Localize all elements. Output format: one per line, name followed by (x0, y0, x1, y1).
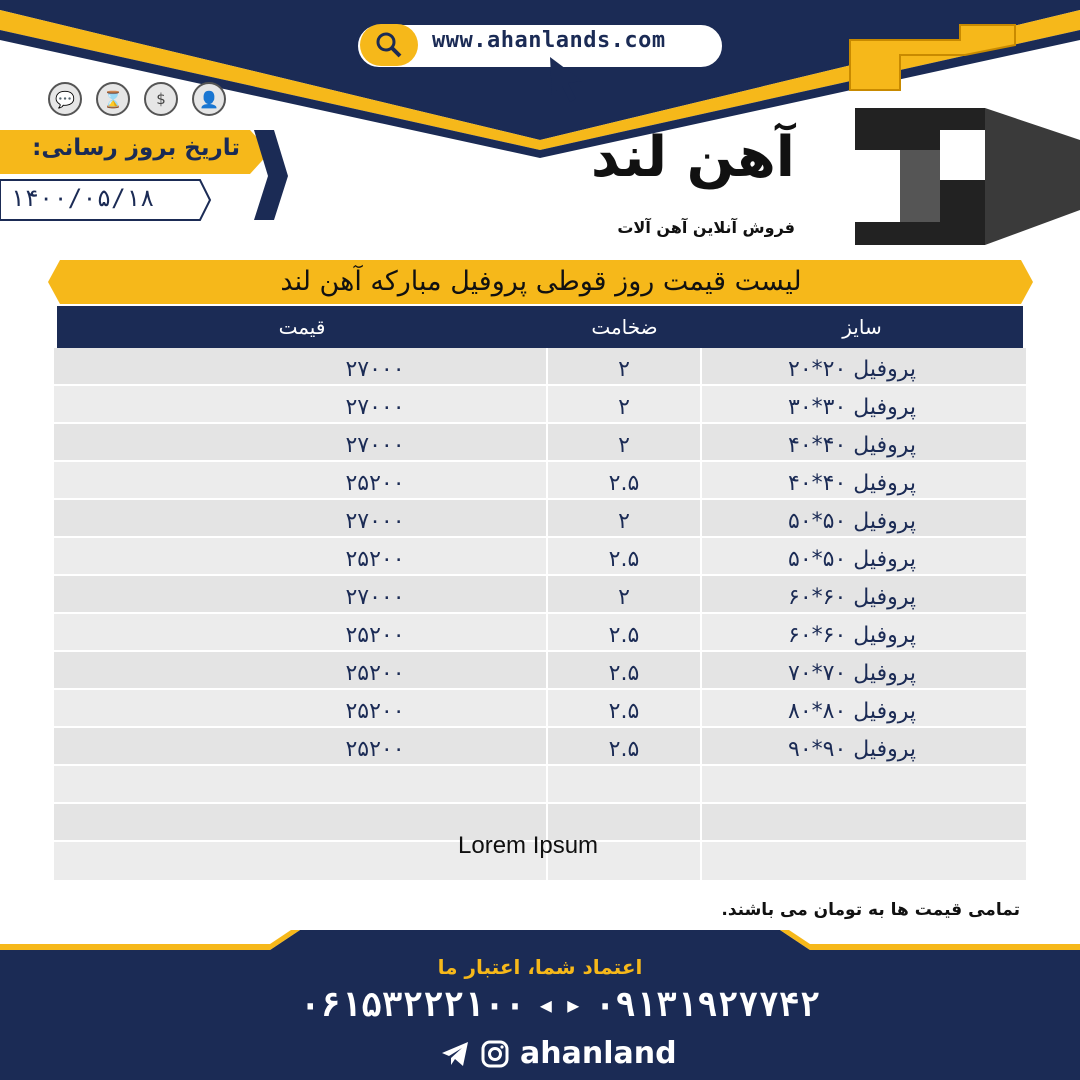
table-row (54, 576, 1026, 612)
table-body (54, 348, 1026, 880)
cell-size: پروفیل ۲۰*۲۰ (788, 357, 916, 382)
telegram-icon[interactable] (440, 1039, 470, 1069)
cell-price: ۲۵۲۰۰ (345, 547, 405, 572)
phone-numbers (300, 985, 820, 1025)
table-row (54, 462, 1026, 498)
cell-price: ۲۷۰۰۰ (345, 433, 405, 458)
phone-1[interactable]: ۰۹۱۳۱۹۲۷۷۴۲ (594, 985, 820, 1025)
cell-size: پروفیل ۴۰*۴۰ (788, 471, 916, 496)
cell-price: ۲۵۲۰۰ (345, 661, 405, 686)
cell-thickness: ۲ (618, 357, 630, 382)
cell-price: ۲۵۲۰۰ (345, 471, 405, 496)
brand-tagline: فروش آنلاین آهن آلات (617, 218, 795, 237)
cell-size: پروفیل ۴۰*۴۰ (788, 433, 916, 458)
table-row (54, 386, 1026, 422)
cell-size: پروفیل ۹۰*۹۰ (788, 737, 916, 762)
search-icon[interactable] (360, 24, 418, 66)
cell-size: پروفیل ۳۰*۳۰ (788, 395, 916, 420)
table-title: لیست قیمت روز قوطی پروفیل مبارکه آهن لند (280, 266, 802, 297)
cell-price: ۲۵۲۰۰ (345, 623, 405, 648)
cell-price: ۲۷۰۰۰ (345, 357, 405, 382)
social-links (440, 1036, 677, 1071)
cell-thickness: ۲.۵ (608, 661, 640, 686)
cell-price: ۲۷۰۰۰ (345, 585, 405, 610)
cell-size: پروفیل ۷۰*۷۰ (788, 661, 916, 686)
cell-price: ۲۷۰۰۰ (345, 509, 405, 534)
support-agent-icon: 👤 (192, 82, 226, 116)
phone-2[interactable]: ۰۶۱۵۳۲۲۲۱۰۰ (300, 985, 526, 1025)
cell-size: پروفیل ۵۰*۵۰ (788, 547, 916, 572)
cell-thickness: ۲.۵ (608, 699, 640, 724)
cell-thickness: ۲.۵ (608, 547, 640, 572)
arrow-left-icon: ◀ (539, 993, 553, 1017)
cell-size: پروفیل ۶۰*۶۰ (788, 623, 916, 648)
footer-slogan: اعتماد شما، اعتبار ما (437, 955, 643, 979)
instagram-icon[interactable] (480, 1039, 510, 1069)
brand-logo-text: آهن لند (590, 125, 795, 190)
cell-thickness: ۲ (618, 509, 630, 534)
website-url[interactable]: www.ahanlands.com (432, 28, 666, 53)
cell-thickness: ۲.۵ (608, 623, 640, 648)
column-divider (700, 348, 702, 880)
table-row (54, 424, 1026, 460)
update-date-label: تاریخ بروز رسانی: (32, 135, 240, 161)
table-row (54, 728, 1026, 764)
cell-size: پروفیل ۵۰*۵۰ (788, 509, 916, 534)
cell-size: پروفیل ۶۰*۶۰ (788, 585, 916, 610)
chat-icon: 💬 (48, 82, 82, 116)
table-row (54, 500, 1026, 536)
table-row (54, 538, 1026, 574)
update-date: ۱۴۰۰/۰۵/۱۸ (10, 184, 155, 212)
header-thickness: ضخامت (591, 315, 658, 339)
cell-thickness: ۲.۵ (608, 737, 640, 762)
cell-price: ۲۵۲۰۰ (345, 737, 405, 762)
cell-thickness: ۲ (618, 395, 630, 420)
column-divider (546, 348, 548, 880)
social-handle[interactable]: ahanland (520, 1036, 677, 1071)
cell-price: ۲۵۲۰۰ (345, 699, 405, 724)
table-row (54, 652, 1026, 688)
cursor-icon (548, 55, 588, 105)
table-row (54, 614, 1026, 650)
cell-size: پروفیل ۸۰*۸۰ (788, 699, 916, 724)
price-note: تمامی قیمت ها به تومان می باشند. (721, 900, 1020, 920)
table-row (54, 690, 1026, 726)
arrow-right-icon: ▶ (567, 993, 581, 1017)
header-size: سایز (842, 315, 882, 339)
table-footer-text: Lorem Ipsum (458, 832, 599, 859)
cell-thickness: ۲ (618, 433, 630, 458)
hourglass-icon: ⌛ (96, 82, 130, 116)
cell-thickness: ۲ (618, 585, 630, 610)
header-price: قیمت (278, 315, 326, 339)
cell-price: ۲۷۰۰۰ (345, 395, 405, 420)
table-row-empty (54, 766, 1026, 802)
cell-thickness: ۲.۵ (608, 471, 640, 496)
table-row (54, 348, 1026, 384)
price-monitor-icon: $ (144, 82, 178, 116)
